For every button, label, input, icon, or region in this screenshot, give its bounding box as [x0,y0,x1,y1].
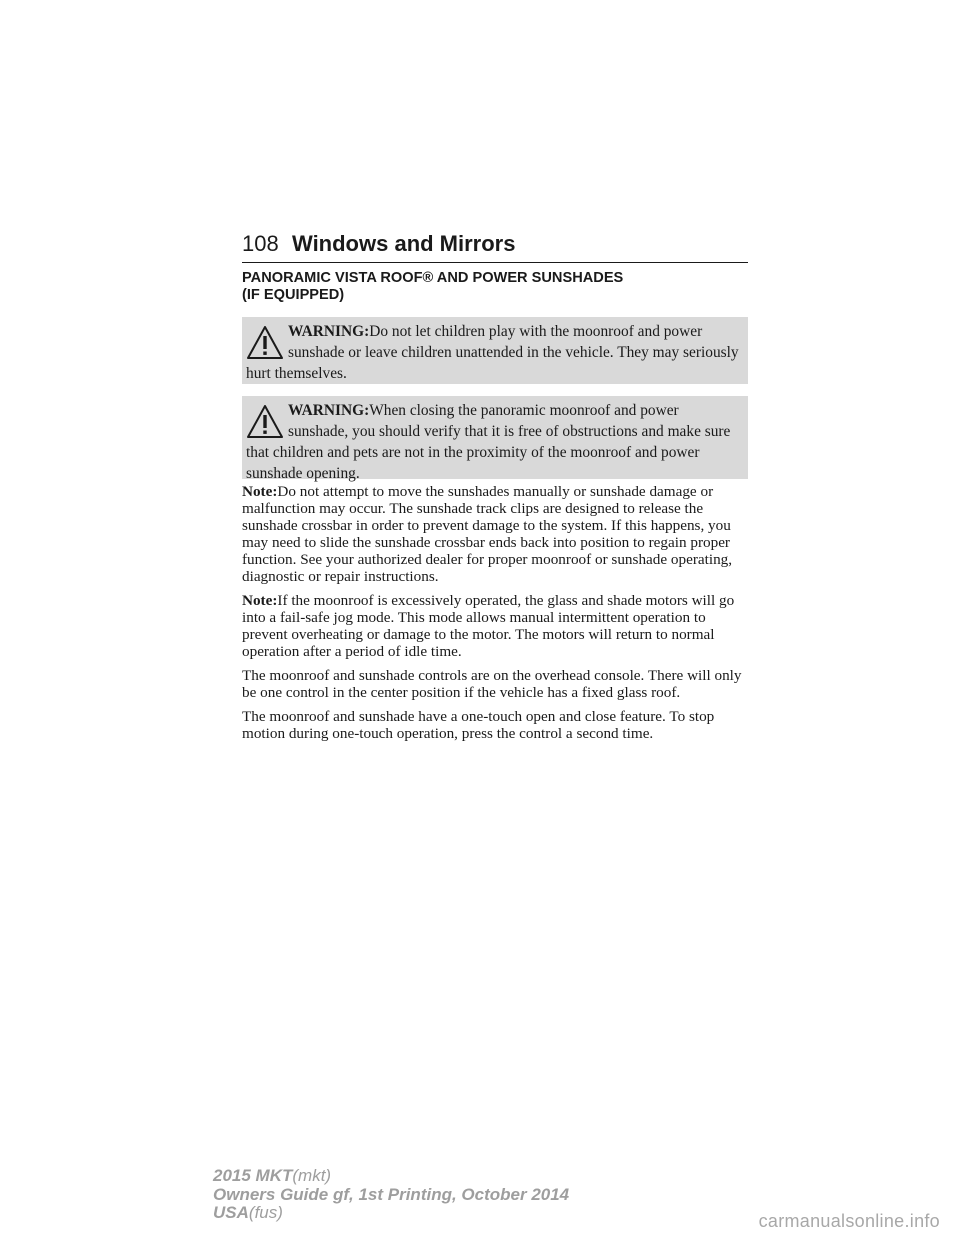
body-text [242,484,752,751]
footer-line-3 [213,1204,569,1223]
paragraph-controls-location [242,668,752,702]
paragraph-text: The moonroof and sunshade have a one-touch open and close feature. To stop motion during one-touch operation, press the control a second time. [242,708,715,743]
warning-box-obstructions [242,396,748,482]
note-label: Note: [242,591,278,609]
watermark: carmanualsonline.info [758,1211,940,1231]
footer-line-2 [213,1186,569,1205]
footer-line-1 [213,1167,569,1186]
footer-market: USA [213,1203,249,1222]
warning-triangle-icon [246,404,284,440]
section-heading-line-1: PANORAMIC VISTA ROOF® AND POWER SUNSHADES [242,270,624,286]
warning-text [246,321,742,384]
warning-body: Do not let children play with the moonroof and power sunshade or leave children unattended in the vehicle. They may seriously hurt themselves. [246,323,739,382]
section-heading [242,270,748,304]
document-footer [213,1167,569,1223]
paragraph-one-touch [242,709,752,743]
note-paragraph-failsafe [242,593,752,661]
footer-model: 2015 MKT [213,1166,293,1185]
note-paragraph-sunshade [242,484,752,585]
warning-triangle-icon [246,325,284,361]
chapter-title: Windows and Mirrors [292,231,516,256]
page-header [242,230,748,263]
warning-box-children [242,317,748,384]
section-heading-line-2: (IF EQUIPPED) [242,287,345,303]
footer-edition: Owners Guide gf, 1st Printing, October 2014 [213,1184,570,1204]
warning-label: WARNING: [288,323,370,340]
paragraph-text: Do not attempt to move the sunshades manually or sunshade damage or malfunction may occur. The sunshade track clips are designed to release the sunshade crossbar in order to prevent damage to the system. If this happens, you may need to slide the sunshade crossbar ends back into position to regain proper function. See your authorized dealer for proper moonroof or sunshade operating, diagnostic or repair instructions. [242,483,733,585]
note-label: Note: [242,483,278,500]
warning-label: WARNING: [288,402,370,419]
paragraph-text: The moonroof and sunshade controls are on the overhead console. There will only be one control in the center position if the vehicle has a fixed glass roof. [242,667,742,701]
warning-text [246,400,742,484]
paragraph-text: If the moonroof is excessively operated, the glass and shade motors will go into a fail-safe jog mode. This mode allows manual intermittent operation to prevent overheating or damage to the motor. The motors will return to normal operation after a period of idle time. [242,591,735,660]
warning-body: When closing the panoramic moonroof and power sunshade, you should verify that it is free of obstructions and make sure that children and pets are not in the proximity of the moonroof and power sunshade opening. [246,402,731,482]
footer-market-code: (fus) [248,1203,283,1222]
footer-model-code: (mkt) [292,1166,332,1185]
page-number: 108 [242,231,279,256]
